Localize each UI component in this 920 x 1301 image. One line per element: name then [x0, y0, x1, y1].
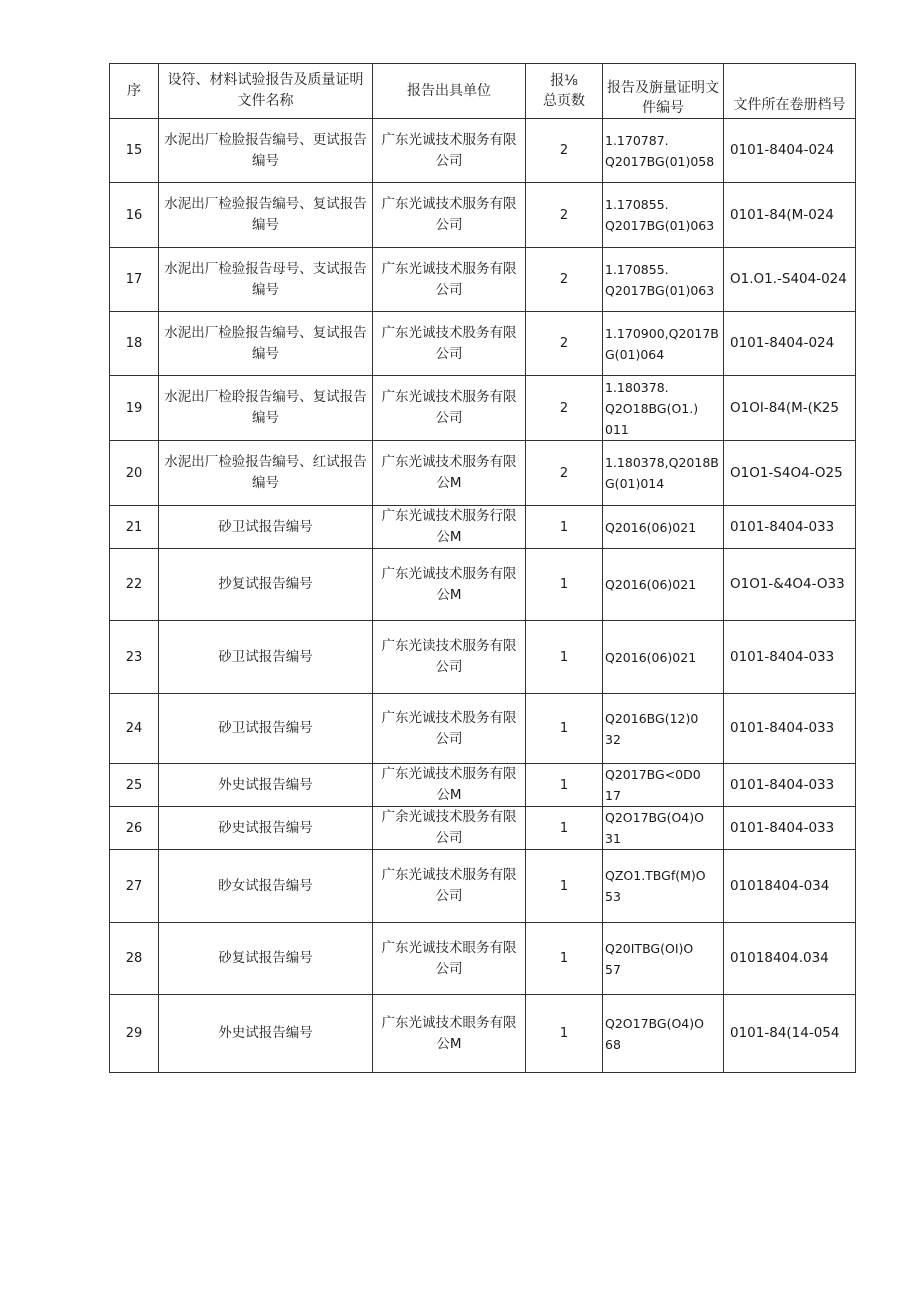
row-archive-no: 0101-84(14-054 — [724, 995, 856, 1073]
row-seq: 20 — [110, 441, 159, 506]
row-issuer: 广东光诚技术股务有限公司 — [373, 312, 526, 376]
row-issuer: 广东光诚技术眼务有限公M — [373, 995, 526, 1073]
header-pages-line2: 总页数 — [543, 93, 585, 109]
row-archive-no: 01018404-034 — [724, 850, 856, 923]
row-issuer: 广东光诚技术服务有限公司 — [373, 850, 526, 923]
row-issuer: 广东光诚技术服务有限公M — [373, 549, 526, 621]
table-row — [110, 764, 856, 807]
row-pages: 2 — [526, 119, 603, 183]
row-doc-name: 眇女试报告编号 — [159, 850, 373, 923]
row-cert-no: 1.170787. Q2017BG(01)058 — [603, 119, 724, 183]
row-archive-no: 0101-8404-033 — [724, 694, 856, 764]
row-issuer: 广东光诚技术服务有限公司 — [373, 183, 526, 248]
row-doc-name: 水泥出厂检聆报告编号、复试报告编号 — [159, 376, 373, 441]
row-cert-no: 1.170900,Q2017BG(01)064 — [603, 312, 724, 376]
row-archive-no: 0101-8404-033 — [724, 506, 856, 549]
row-doc-name: 水泥出厂检验报告编号、红试报告编号 — [159, 441, 373, 506]
row-pages: 1 — [526, 694, 603, 764]
row-cert-no: Q2016BG(12)0 32 — [603, 694, 724, 764]
row-issuer: 广余光诚技术股务有限公司 — [373, 807, 526, 850]
row-issuer: 广东光诚技术服务有限公M — [373, 764, 526, 807]
row-archive-no: O1O1-S4O4-O25 — [724, 441, 856, 506]
row-cert-no: Q2016(06)021 — [603, 549, 724, 621]
row-pages: 1 — [526, 764, 603, 807]
row-seq: 25 — [110, 764, 159, 807]
row-doc-name: 砂史试报告编号 — [159, 807, 373, 850]
row-archive-no: 0101-8404-033 — [724, 621, 856, 694]
row-archive-no: 01018404.034 — [724, 923, 856, 995]
table-row — [110, 923, 856, 995]
row-pages: 1 — [526, 807, 603, 850]
header-pages-line1: 报⅛ — [550, 73, 578, 89]
row-doc-name: 砂卫试报告编号 — [159, 621, 373, 694]
row-issuer: 广东光诚技术服务有限公司 — [373, 376, 526, 441]
row-doc-name: 外史试报告编号 — [159, 764, 373, 807]
row-archive-no: 0101-8404-033 — [724, 807, 856, 850]
table-row — [110, 119, 856, 183]
row-seq: 15 — [110, 119, 159, 183]
row-seq: 28 — [110, 923, 159, 995]
table-row — [110, 549, 856, 621]
row-doc-name: 水泥出厂检验报告母号、支试报告编号 — [159, 248, 373, 312]
row-seq: 21 — [110, 506, 159, 549]
row-seq: 19 — [110, 376, 159, 441]
row-pages: 1 — [526, 621, 603, 694]
row-doc-name: 砂卫试报告编号 — [159, 506, 373, 549]
header-row — [110, 64, 856, 119]
table-row — [110, 312, 856, 376]
row-cert-no: 1.170855. Q2017BG(01)063 — [603, 248, 724, 312]
table-row — [110, 850, 856, 923]
row-seq: 24 — [110, 694, 159, 764]
row-archive-no: 0101-8404-024 — [724, 312, 856, 376]
row-pages: 1 — [526, 923, 603, 995]
row-cert-no: Q2016(06)021 — [603, 506, 724, 549]
row-archive-no: 0101-84(M-024 — [724, 183, 856, 248]
row-archive-no: O1.O1.-S404-024 — [724, 248, 856, 312]
header-issuer: 报告出具单位 — [373, 64, 526, 119]
table-row — [110, 807, 856, 850]
row-pages: 2 — [526, 312, 603, 376]
row-cert-no: 1.180378,Q2018BG(01)014 — [603, 441, 724, 506]
row-pages: 2 — [526, 183, 603, 248]
row-pages: 2 — [526, 441, 603, 506]
row-cert-no: 1.180378. Q2O18BG(O1.) 011 — [603, 376, 724, 441]
table-row — [110, 694, 856, 764]
table-row — [110, 248, 856, 312]
row-doc-name: 外史试报告编号 — [159, 995, 373, 1073]
row-pages: 1 — [526, 549, 603, 621]
report-index-table — [109, 63, 856, 1073]
row-pages: 2 — [526, 248, 603, 312]
row-issuer: 广东光读技术服务有限公司 — [373, 621, 526, 694]
row-issuer: 广东光诚技术服务行限公M — [373, 506, 526, 549]
row-cert-no: Q2016(06)021 — [603, 621, 724, 694]
header-pages — [526, 64, 603, 119]
row-cert-no: Q2O17BG(O4)O 68 — [603, 995, 724, 1073]
row-issuer: 广东光诚技术股务有限公司 — [373, 694, 526, 764]
row-pages: 1 — [526, 506, 603, 549]
header-seq: 序 — [110, 64, 159, 119]
header-doc-name: 设符、材料试验报告及质量证明文件名称 — [159, 64, 373, 119]
row-archive-no: 0101-8404-024 — [724, 119, 856, 183]
row-seq: 23 — [110, 621, 159, 694]
row-cert-no: Q2017BG<0D0 17 — [603, 764, 724, 807]
row-pages: 1 — [526, 995, 603, 1073]
table-row — [110, 995, 856, 1073]
row-cert-no: Q2O17BG(O4)O 31 — [603, 807, 724, 850]
row-doc-name: 水泥出厂检验报告编号、复试报告编号 — [159, 183, 373, 248]
row-issuer: 广东光诚技术服务有限公M — [373, 441, 526, 506]
table-row — [110, 506, 856, 549]
row-issuer: 广东光诚技术眼务有限公司 — [373, 923, 526, 995]
row-cert-no: 1.170855. Q2017BG(01)063 — [603, 183, 724, 248]
table-row — [110, 183, 856, 248]
row-archive-no: O1OI-84(M-(K25 — [724, 376, 856, 441]
table-row — [110, 621, 856, 694]
row-pages: 2 — [526, 376, 603, 441]
row-seq: 16 — [110, 183, 159, 248]
row-archive-no: 0101-8404-033 — [724, 764, 856, 807]
table-row — [110, 441, 856, 506]
header-cert-no: 报告及旃量证明文件编号 — [603, 64, 724, 119]
row-seq: 18 — [110, 312, 159, 376]
row-cert-no: Q20ITBG(OI)O 57 — [603, 923, 724, 995]
row-seq: 27 — [110, 850, 159, 923]
row-issuer: 广东光诚技术服务有限公司 — [373, 248, 526, 312]
row-doc-name: 水泥出厂检脸报告编号、更试报告编号 — [159, 119, 373, 183]
row-cert-no: QZO1.TBGf(M)O 53 — [603, 850, 724, 923]
row-pages: 1 — [526, 850, 603, 923]
row-seq: 17 — [110, 248, 159, 312]
row-doc-name: 砂复试报告编号 — [159, 923, 373, 995]
row-issuer: 广东光诚技术服务有限公司 — [373, 119, 526, 183]
row-doc-name: 抄复试报告编号 — [159, 549, 373, 621]
row-doc-name: 砂卫试报告编号 — [159, 694, 373, 764]
row-seq: 29 — [110, 995, 159, 1073]
row-seq: 26 — [110, 807, 159, 850]
table-row — [110, 376, 856, 441]
row-seq: 22 — [110, 549, 159, 621]
row-doc-name: 水泥出厂检脸报告编号、复试报告编号 — [159, 312, 373, 376]
header-archive-no: 文件所在卷册档号 — [724, 64, 856, 119]
row-archive-no: O1O1-&4O4-O33 — [724, 549, 856, 621]
